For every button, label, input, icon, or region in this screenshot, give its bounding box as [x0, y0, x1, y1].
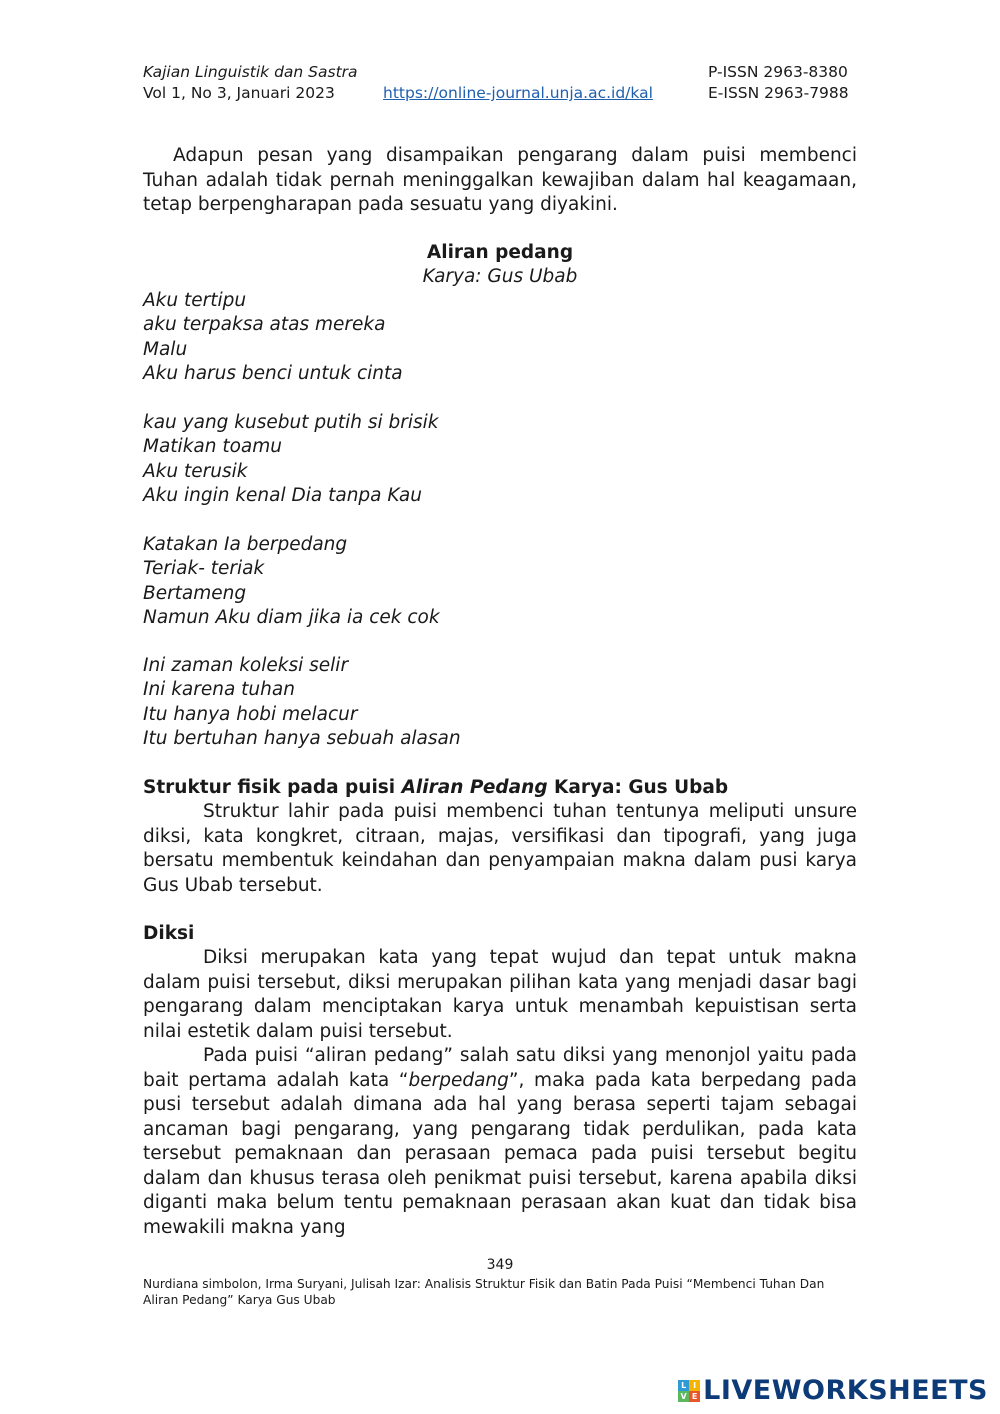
liveworksheets-logo-icon: [678, 1380, 700, 1402]
intro-section: [143, 144, 857, 218]
p-issn: P-ISSN 2963-8380: [708, 63, 848, 81]
page-number: 349: [486, 1257, 514, 1273]
diksi-section: [143, 946, 857, 1240]
poem-stanza-1: [143, 289, 403, 387]
diksi-paragraph-1: Diksi merupakan kata yang tepat wujud dan tepat untuk makna dalam puisi tersebut, diksi merupakan pilihan kata yang menjadi dasar bagi pengarang dalam menciptakan karya untuk menambah kepuistisan serta nilai estetik dalam puisi tersebut.: [143, 947, 857, 1042]
diksi-paragraph-2: [143, 1044, 857, 1240]
poem-line: Aku tertipu: [143, 290, 247, 311]
logo-letter: E: [689, 1391, 700, 1402]
struktur-heading-suffix: Karya: Gus Ubab: [547, 777, 729, 798]
poem-line: Malu: [143, 338, 188, 360]
poem-stanza-4: [143, 654, 461, 752]
logo-letter: V: [678, 1391, 689, 1402]
poem-line: aku terpaksa atas mereka: [143, 314, 386, 336]
poem-line: Katakan Ia berpedang: [143, 534, 348, 555]
poem-line: Ini karena tuhan: [143, 679, 295, 701]
struktur-heading-prefix: Struktur fisik pada puisi: [143, 777, 402, 798]
poem-stanza-3: [143, 533, 440, 631]
intro-paragraph: Adapun pesan yang disampaikan pengarang dalam puisi membenci Tuhan adalah tidak pernah meninggalkan kewajiban dalam hal keagamaan, tetap berpengharapan pada sesuatu yang diyakini.: [143, 145, 857, 215]
journal-url-link[interactable]: https://online-journal.unja.ac.id/kal: [383, 84, 653, 102]
poem-line: Bertameng: [143, 582, 247, 604]
volume-info: Vol 1, No 3, Januari 2023: [143, 84, 335, 102]
poem-line: Matikan toamu: [143, 436, 283, 458]
diksi-p2-part2: ”, maka pada kata berpedang pada pusi tersebut adalah dimana ada hal yang berasa seperti tajam sebagai ancaman bagi pengarang, yang pengarang tidak perdulikan, pada kata tersebut pemaknaan dan perasaan pemaca pada puisi tersebut begitu dalam dan khusus terasa oleh penikmat puisi tersebut, karena apabila diksi diganti maka belum tentu pemaknaan perasaan akan kuat dan tidak bisa mewakili makna yang: [143, 1069, 857, 1238]
poem-line: kau yang kusebut putih si brisik: [143, 412, 439, 433]
poem-line: Namun Aku diam jika ia cek cok: [143, 607, 440, 629]
poem-title: Aliran pedang: [426, 242, 574, 263]
struktur-heading: [143, 776, 728, 801]
poem-line: Teriak- teriak: [143, 558, 265, 580]
struktur-section: [143, 800, 857, 898]
struktur-paragraph: Struktur lahir pada puisi membenci tuhan tentunya meliputi unsure diksi, kata kongkret, citraan, majas, versifikasi dan tipografi, yang juga bersatu membentuk keindahan dan penyampaian makna dalam pusi karya Gus Ubab tersebut.: [143, 801, 857, 896]
logo-letter: I: [689, 1380, 700, 1391]
journal-name: Kajian Linguistik dan Sastra: [143, 63, 358, 81]
footer-citation: Nurdiana simbolon, Irma Suryani, Julisah Izar: Analisis Struktur Fisik dan Batin Pada Puisi “Membenci Tuhan Dan Aliran Pedang” Karya Gus Ubab: [143, 1277, 825, 1307]
poem-line: Ini zaman koleksi selir: [143, 655, 349, 676]
poem-stanza-2: [143, 411, 438, 509]
poem-author: Karya: Gus Ubab: [422, 266, 578, 287]
struktur-heading-title: Aliran Pedang: [401, 777, 548, 798]
poem-line: Itu hanya hobi melacur: [143, 703, 358, 725]
diksi-p2-italic-word: berpedang: [408, 1069, 509, 1091]
liveworksheets-text: LIVEWORKSHEETS: [703, 1375, 988, 1406]
poem-line: Aku terusik: [143, 460, 248, 482]
e-issn: E-ISSN 2963-7988: [708, 84, 849, 102]
poem-line: Itu bertuhan hanya sebuah alasan: [143, 728, 461, 750]
poem-line: Aku ingin kenal Dia tanpa Kau: [143, 485, 422, 507]
diksi-heading: Diksi: [143, 923, 195, 944]
liveworksheets-watermark: [678, 1376, 988, 1406]
logo-letter: L: [678, 1380, 689, 1391]
poem-line: Aku harus benci untuk cinta: [143, 363, 403, 385]
diksi-p2-part1: Pada puisi “aliran pedang” salah satu diksi yang menonjol yaitu pada bait pertama adalah kata “: [143, 1045, 857, 1091]
